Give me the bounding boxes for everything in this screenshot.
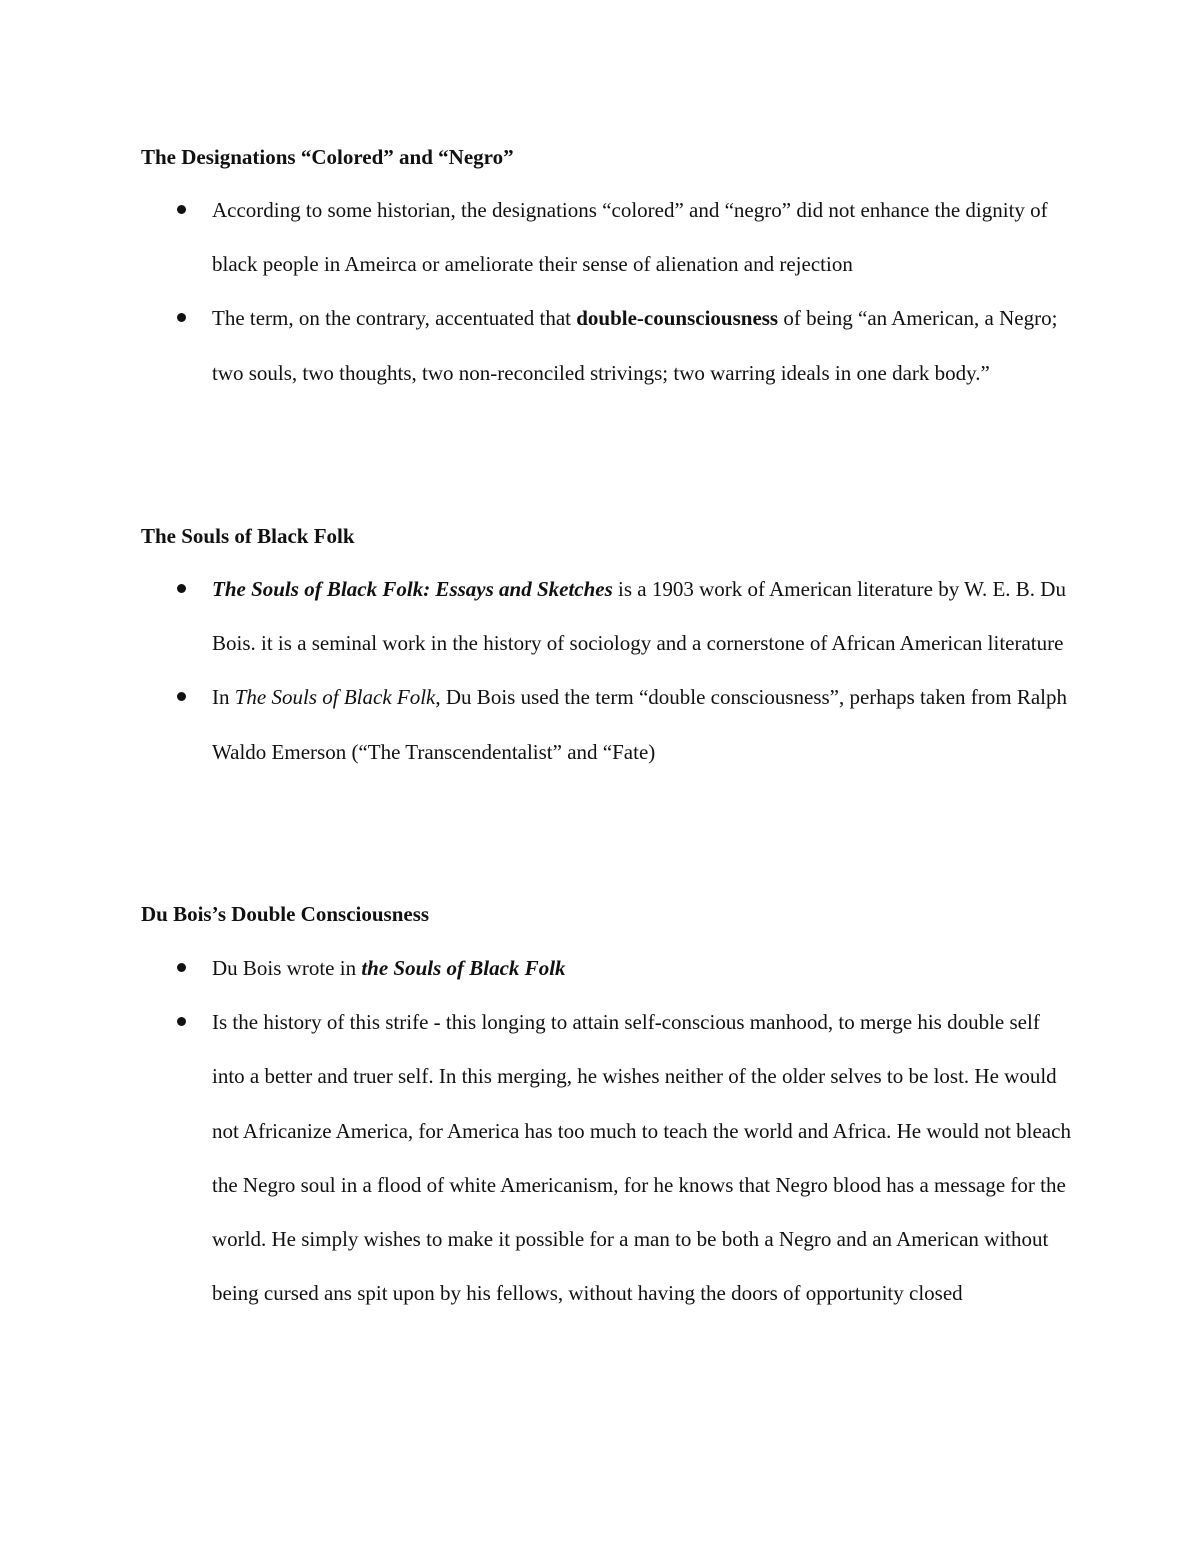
quote-text: Is the history of this strife - this longing to attain self-conscious manhood, to merge his double self into a better and truer self. In this merging, he wishes neither of the older selves to be lost. He would not Africanize America, for America has too much to teach the world and Africa. He would not bleach the Negro soul in a flood of white Americanism, for he knows that Negro blood has a message for the world. He simply wishes to make it possible for a man to be both a Negro and an American without being cursed ans spit upon by his fellows, without having the doors of opportunity closed [212,1010,1071,1306]
list-item-text: According to some historian, the designations “colored” and “negro” did not enhance the dignity of black people in Ameirca or ameliorate their sense of alienation and rejection [212,198,1048,277]
section-heading-double-consciousness: Du Bois’s Double Consciousness [141,902,430,926]
list-item-text: of being “an American, a Negro; two souls, two thoughts, two non-reconciled strivings; two warring ideals in one dark body.” [212,306,1058,385]
list-item [0,670,1072,778]
list-item-text: In [212,685,235,710]
book-title: The Souls of Black Folk: Essays and Sketches [212,577,613,601]
list-item [0,941,1072,995]
list-item-text: , Du Bois used the term “double consciousness”, perhaps taken from Ralph Waldo Emerson (“The Transcendentalist” and “Fate) [212,685,1068,764]
bullet-icon [177,313,186,322]
book-title: The Souls of Black Folk [234,685,436,710]
list-item-text: is a 1903 work of American literature by W. E. B. Du Bois. it is a seminal work in the history of sociology and a cornerstone of African American literature [212,577,1066,656]
list-item [0,183,1072,291]
list-item [0,995,1072,1320]
section-heading-designations: The Designations “Colored” and “Negro” [141,145,514,169]
list-item [0,562,1072,670]
list-item-text: The term, on the contrary, accentuated that [212,306,577,331]
bullet-list-double-consciousness [0,941,1200,1320]
list-item-text: Du Bois wrote in [212,956,362,980]
book-title: the Souls of Black Folk [361,956,566,980]
list-item [0,291,1072,399]
bullet-icon [177,584,186,593]
bullet-list-souls [0,562,1200,779]
bullet-icon [177,1017,186,1026]
bullet-icon [177,205,186,214]
bullet-icon [177,963,186,972]
bold-term: double-counsciousness [576,306,779,331]
bullet-icon [177,692,186,701]
bullet-list-designations [0,183,1200,400]
section-heading-souls: The Souls of Black Folk [141,524,355,548]
